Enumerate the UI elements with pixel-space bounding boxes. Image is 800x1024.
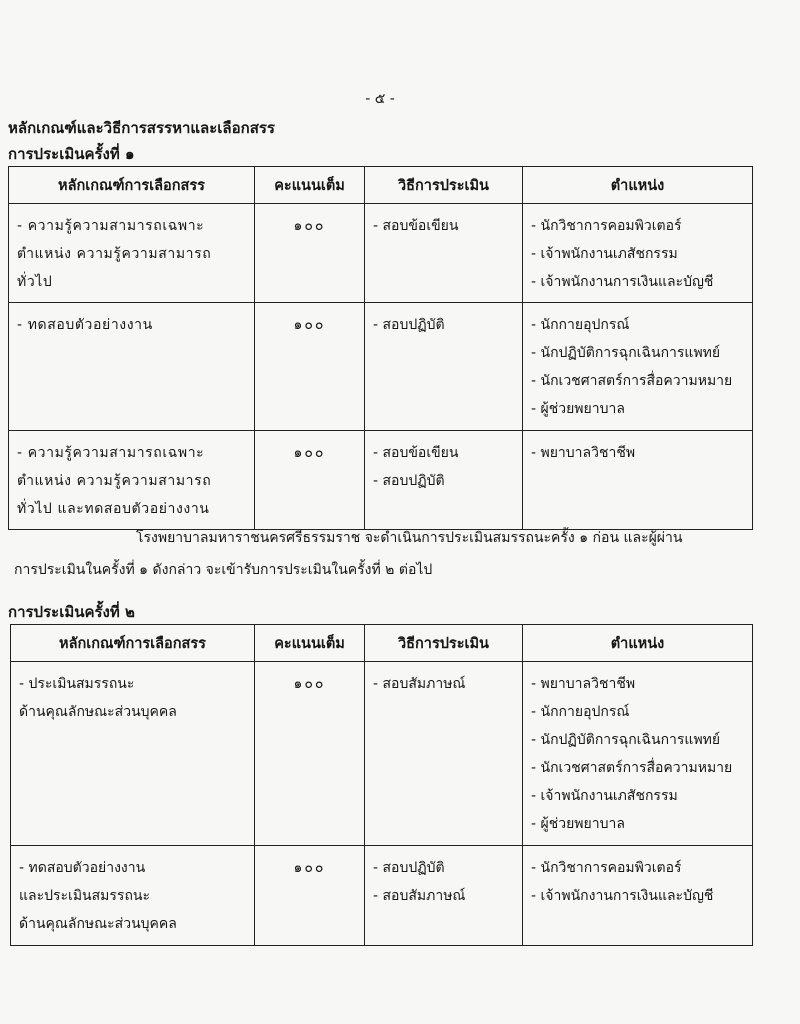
table-header-row [11,625,753,662]
criteria-cell: - ความรู้ความสามารถเฉพาะตำแหน่ง ความรู้ความสามารถทั่วไป และทดสอบตัวอย่างงาน [9,431,255,530]
position-item: - เจ้าพนักงานเภสัชกรรม [531,788,678,804]
method-item: - สอบสัมภาษณ์ [373,888,466,904]
position-cell [523,846,753,946]
position-item: - นักวิชาการคอมพิวเตอร์ [531,860,682,876]
method-item: - สอบข้อเขียน [373,218,459,234]
table-row [11,662,753,846]
criteria-cell: - ความรู้ความสามารถเฉพาะตำแหน่ง ความรู้ความสามารถทั่วไป [9,204,255,303]
position-item: - นักวิชาการคอมพิวเตอร์ [531,218,682,234]
position-cell [523,303,753,431]
method-cell [365,662,523,846]
section-title: หลักเกณฑ์และวิธีการสรรหาและเลือกสรร [8,119,275,137]
position-item: - นักกายอุปกรณ์ [531,704,630,720]
position-item: - ผู้ช่วยพยาบาล [531,816,625,832]
criteria-line: ด้านคุณลักษณะส่วนบุคคล [19,704,177,720]
position-item: - นักกายอุปกรณ์ [531,317,630,333]
method-cell [365,846,523,946]
position-item: - นักปฏิบัติการฉุกเฉินการแพทย์ [531,345,721,361]
note-line-1: โรงพยาบาลมหาราชนครศรีธรรมราช จะดำเนินการประเมินสมรรถนะครั้ง ๑ ก่อน และผู้ผ่าน [136,530,683,546]
method-item: - สอบปฏิบัติ [373,860,445,876]
position-item: - นักเวชศาสตร์การสื่อความหมาย [531,373,733,389]
method-cell [365,431,523,530]
header-score: คะแนนเต็ม [255,625,365,662]
table-row [9,431,753,530]
header-criteria: หลักเกณฑ์การเลือกสรร [9,167,255,204]
table-row [11,846,753,946]
note-line-2: การประเมินในครั้งที่ ๑ ดังกล่าว จะเข้ารับการประเมินในครั้งที่ ๒ ต่อไป [14,562,433,578]
page-number: - ๕ - [365,91,395,107]
score-cell: ๑๐๐ [255,303,365,431]
criteria-line: - ทดสอบตัวอย่างงาน [19,860,146,876]
header-position: ตำแหน่ง [523,167,753,204]
score-cell: ๑๐๐ [255,846,365,946]
header-score: คะแนนเต็ม [255,167,365,204]
method-cell [365,204,523,303]
position-cell [523,204,753,303]
score-cell: ๑๐๐ [255,431,365,530]
position-cell [523,431,753,530]
header-position: ตำแหน่ง [523,625,753,662]
table-header-row [9,167,753,204]
score-cell: ๑๐๐ [255,662,365,846]
header-criteria: หลักเกณฑ์การเลือกสรร [11,625,255,662]
criteria-line: และประเมินสมรรถนะ [19,888,151,904]
criteria-line: ด้านคุณลักษณะส่วนบุคคล [19,916,177,932]
table-row [9,303,753,431]
note-paragraph [14,522,754,586]
table-row [9,204,753,303]
method-cell [365,303,523,431]
round1-table [8,166,753,530]
position-cell [523,662,753,846]
position-item: - ผู้ช่วยพยาบาล [531,401,625,417]
position-item: - เจ้าพนักงานการเงินและบัญชี [531,888,714,904]
round2-table [10,624,753,946]
position-item: - พยาบาลวิชาชีพ [531,445,636,461]
position-item: - เจ้าพนักงานเภสัชกรรม [531,246,678,262]
method-item: - สอบสัมภาษณ์ [373,676,466,692]
position-item: - เจ้าพนักงานการเงินและบัญชี [531,274,714,290]
criteria-cell: - ทดสอบตัวอย่างงาน [9,303,255,431]
position-item: - พยาบาลวิชาชีพ [531,676,636,692]
header-method: วิธีการประเมิน [365,625,523,662]
round1-title: การประเมินครั้งที่ ๑ [8,145,135,163]
position-item: - นักเวชศาสตร์การสื่อความหมาย [531,760,733,776]
method-item: - สอบปฏิบัติ [373,473,445,489]
score-cell: ๑๐๐ [255,204,365,303]
method-item: - สอบปฏิบัติ [373,317,445,333]
method-item: - สอบข้อเขียน [373,445,459,461]
criteria-cell [11,846,255,946]
criteria-line: - ประเมินสมรรถนะ [19,676,135,692]
position-item: - นักปฏิบัติการฉุกเฉินการแพทย์ [531,732,721,748]
round2-title: การประเมินครั้งที่ ๒ [8,603,135,621]
criteria-cell [11,662,255,846]
header-method: วิธีการประเมิน [365,167,523,204]
